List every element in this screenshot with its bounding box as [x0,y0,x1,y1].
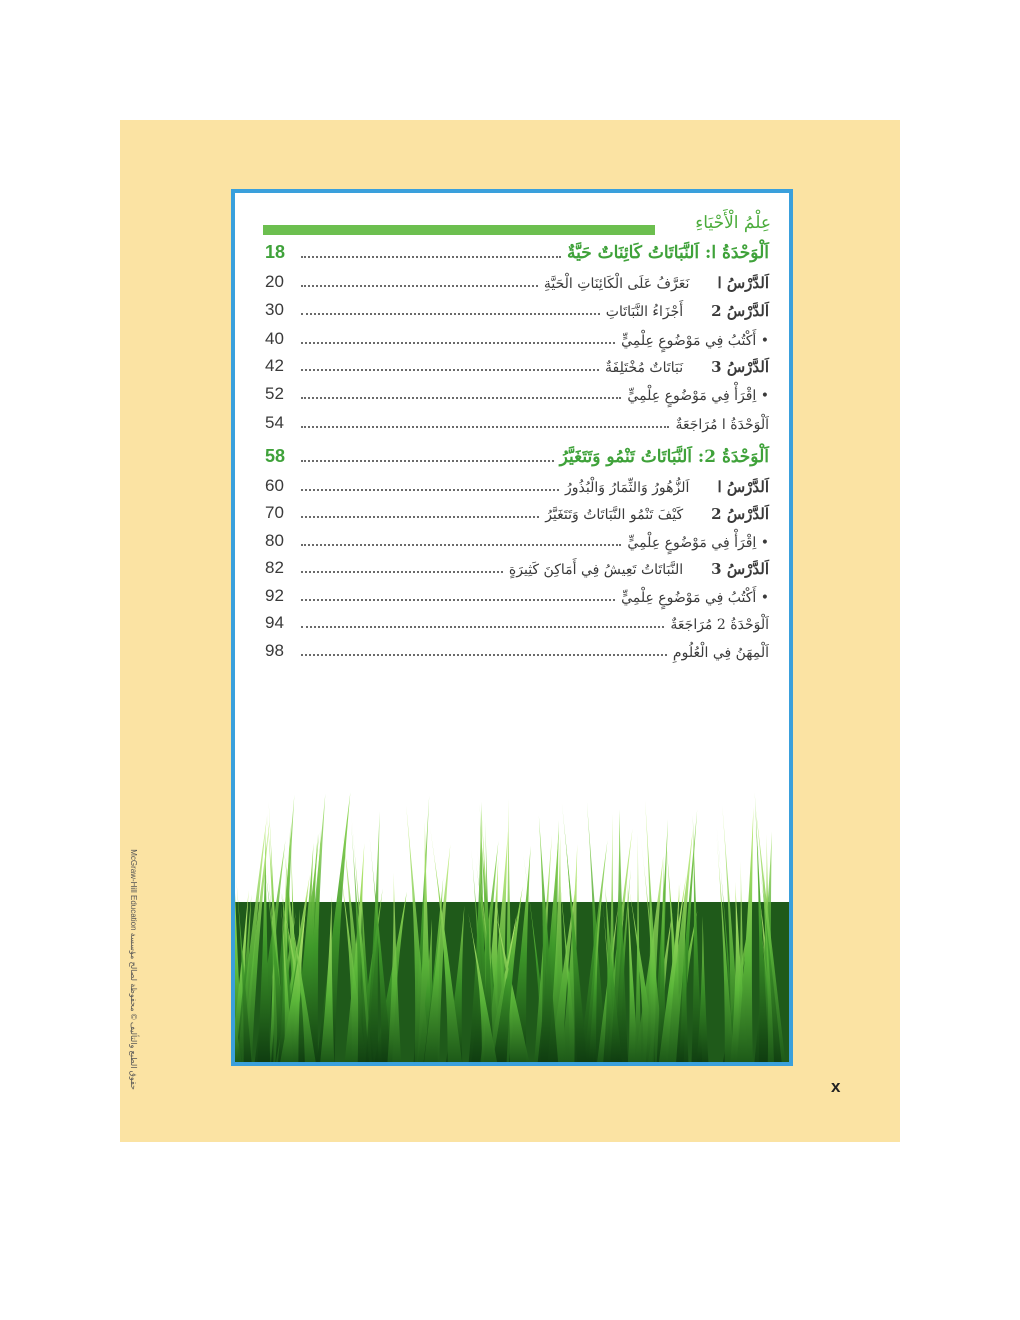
toc-entry-activity [265,323,769,349]
dot-leader [301,654,667,656]
dot-leader [301,516,539,518]
toc-entry-title: • أَكْتُبُ فِي مَوْضُوعٍ عِلْمِيٍّ [621,590,769,606]
lesson-label: اَلدَّرْسُ ا [717,274,769,292]
lesson-label: اَلدَّرْسُ ا [717,478,769,496]
toc-entry-unit [265,237,769,263]
toc-page-number: 18 [265,242,286,262]
toc-entry-title: اَلْوَحْدَةُ ا مُرَاجَعَةٌ [675,417,769,433]
toc-page-number: 82 [265,558,284,577]
dot-leader [301,544,621,546]
toc-page-number: 58 [265,446,286,466]
dot-leader [301,460,554,462]
toc-entry-title: اَلْمِهَنُ فِي الْعُلُومِ [672,645,769,661]
toc-entry-lesson [265,294,769,320]
toc-entry-title: • أَكْتُبُ فِي مَوْضُوعٍ عِلْمِيٍّ [621,333,769,349]
subject-title: عِلْمُ الْأَحْيَاءِ [695,213,771,233]
toc-page-number: 92 [265,586,284,605]
toc-page-number: 52 [265,384,284,403]
toc-entry-review [265,635,769,661]
toc-entry-title: اَلْوَحْدَةُ 2 مُرَاجَعَةٌ [670,617,769,633]
toc-entry-lesson [265,350,769,376]
toc-entry-title: • اِقْرَأْ فِي مَوْضُوعٍ عِلْمِيٍّ [627,388,769,404]
toc-entry-activity [265,525,769,551]
toc-entry-lesson [265,497,769,523]
toc-entry-activity [265,580,769,606]
toc-entry-lesson [265,552,769,578]
toc-entry-review [265,607,769,633]
toc-entry-title: اَلْوَحْدَةُ ا: اَلنَّبَاتَاتُ كَائِنَاتٌ حَيَّةٌ [566,243,769,263]
copyright-credit: حقوق الطبع والتأليف © محفوظة لصالح مؤسسة McGraw-Hill Education [129,849,138,1090]
toc-entry-unit [265,441,769,467]
toc-page-number: 60 [265,476,284,495]
toc-page-number: 54 [265,413,284,432]
toc-entry-title: اَلْوَحْدَةُ 2: اَلنَّبَاتَاتُ تَنْمُو وَتَتَغَيَّرُ [559,447,769,467]
dot-leader [301,256,561,258]
toc-entry-title: نَعَرَّفُ عَلَى الْكَائِنَاتِ الْحَيَّةِ [543,276,690,292]
dot-leader [301,369,599,371]
dot-leader [301,426,669,428]
toc-page-number: 80 [265,531,284,550]
grass-photo [235,782,789,1062]
dot-leader [301,397,621,399]
page-number: x [831,1077,841,1096]
dot-leader [301,342,615,344]
toc-entry-title: نَبَاتَاتٌ مُخْتَلِفَةٌ [605,360,684,376]
toc-page-number: 94 [265,613,284,632]
subject-color-bar [263,225,655,235]
dot-leader [301,571,503,573]
dot-leader [301,489,559,491]
dot-leader [301,285,538,287]
toc-entry-title: أَجْزَاءُ النَّبَاتَاتِ [605,304,684,320]
lesson-label: اَلدَّرْسُ 2 [711,302,769,320]
toc-page-number: 42 [265,356,284,375]
lesson-label: اَلدَّرْسُ 3 [711,358,769,376]
lesson-label: اَلدَّرْسُ 2 [711,505,769,523]
lesson-label: اَلدَّرْسُ 3 [711,560,769,578]
toc-entry-review [265,407,769,433]
dot-leader [301,599,615,601]
toc-page-number: 20 [265,272,284,291]
toc-entry-title: اَلزُّهُورُ وَالثِّمَارُ وَالْبُذُورُ [565,480,690,496]
toc-entry-activity [265,378,769,404]
toc-page-number: 98 [265,641,284,660]
toc-entry-lesson [265,266,769,292]
toc-page-number: 40 [265,329,284,348]
toc-entry-title: • اِقْرَأْ فِي مَوْضُوعٍ عِلْمِيٍّ [627,535,769,551]
dot-leader [301,626,664,628]
table-of-contents-panel [231,189,793,1066]
toc-page-number: 70 [265,503,284,522]
dot-leader [301,313,600,315]
toc-page-number: 30 [265,300,284,319]
toc-entry-title: النَّبَاتَاتُ تَعِيشُ فِي أَمَاكِنَ كَثِيرَةٍ [508,562,684,578]
toc-entry-title: كَيْفَ تَنْمُو النَّبَاتَاتُ وَتَتَغَيَّرُ [545,507,684,523]
toc-entry-lesson [265,470,769,496]
